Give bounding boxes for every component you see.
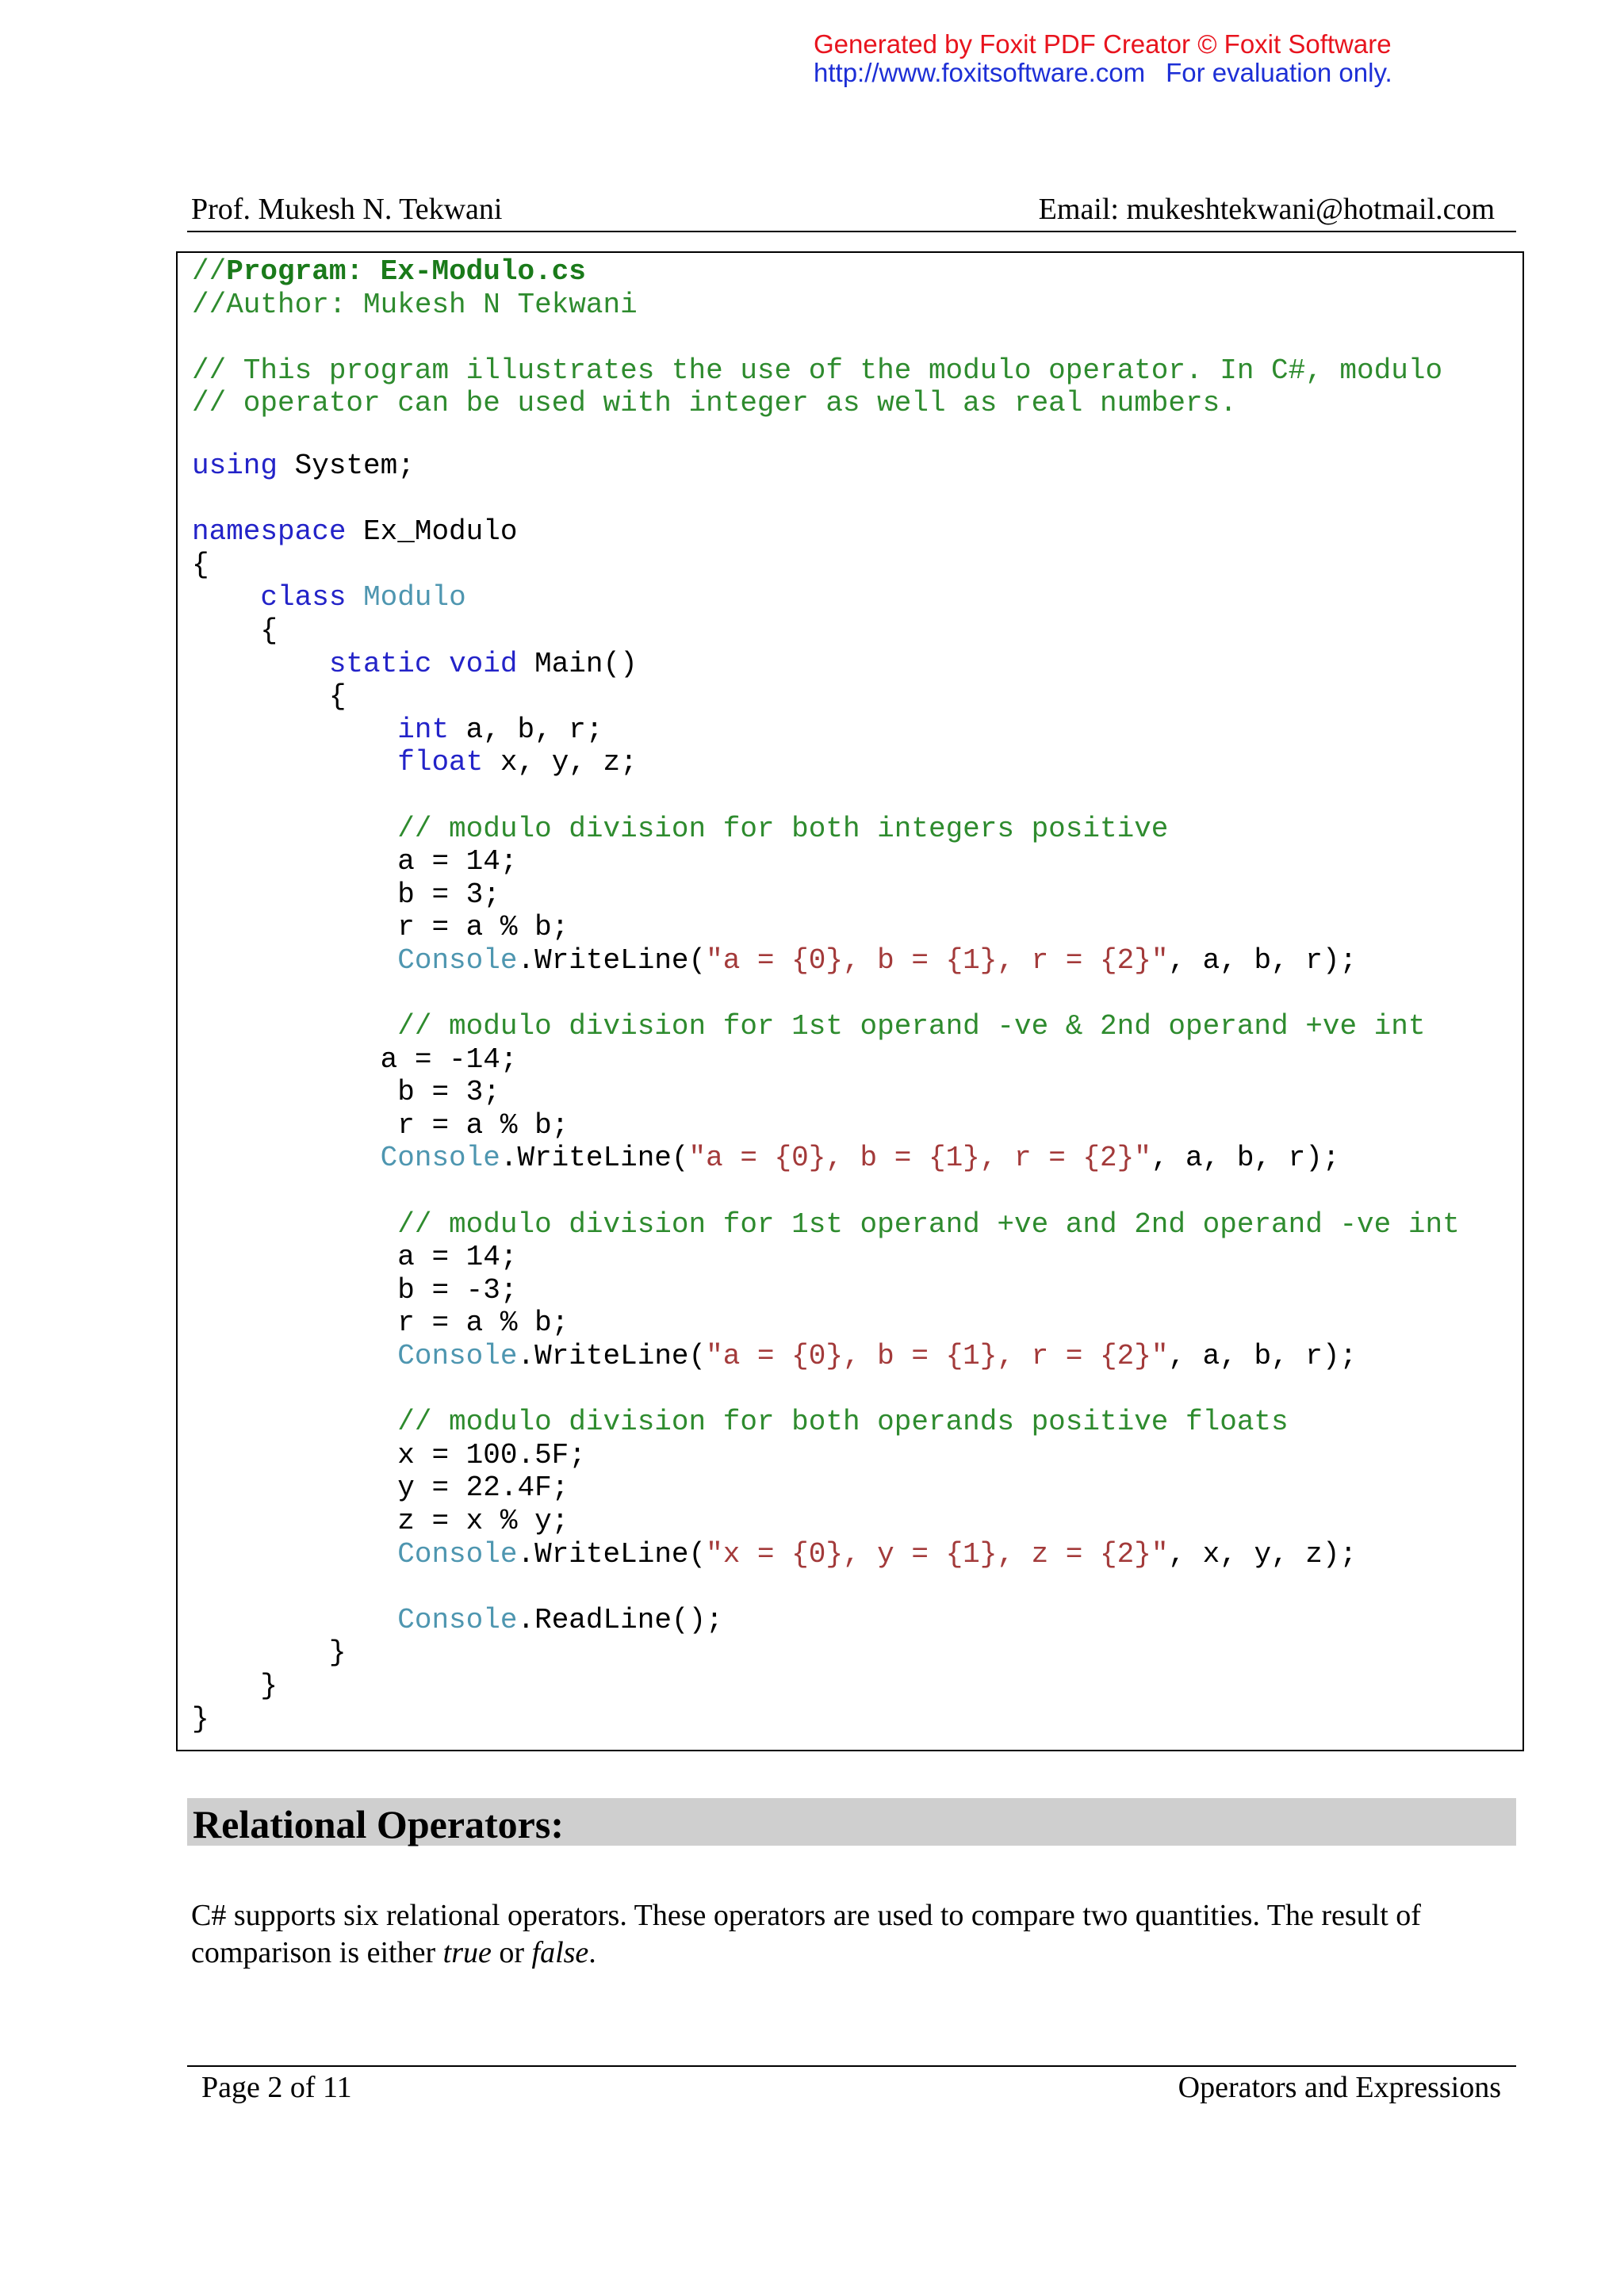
code-line	[192, 813, 1460, 846]
code-comment: // modulo division for 1st operand -ve & 2nd operand +ve int	[397, 1010, 1426, 1043]
code-comment: // modulo division for 1st operand +ve and 2nd operand -ve int	[397, 1207, 1460, 1241]
code-line	[192, 1043, 1460, 1077]
code-line	[192, 1670, 1460, 1703]
code-line	[192, 1604, 1460, 1637]
header-email: Email: mukeshtekwani@hotmail.com	[1038, 193, 1495, 226]
type-name: Console	[397, 1537, 518, 1571]
code-line	[192, 1505, 1460, 1538]
code-text: .WriteLine(	[517, 1537, 707, 1571]
code-text: a = 14;	[397, 1241, 518, 1274]
code-text: {	[328, 680, 347, 714]
keyword: class	[260, 581, 347, 614]
code-line-blank	[192, 420, 1460, 450]
code-line	[192, 450, 1460, 483]
keyword: int	[397, 713, 450, 746]
section-heading: Relational Operators:	[193, 1802, 564, 1846]
code-text: }	[328, 1636, 347, 1670]
string-literal: "x = {0}, y = {1}, z = {2}"	[706, 1537, 1169, 1571]
code-text: a, b, r;	[449, 713, 603, 746]
string-literal: "a = {0}, b = {1}, r = {2}"	[706, 943, 1169, 977]
code-line	[192, 581, 1460, 614]
type-name: Console	[397, 1340, 518, 1372]
code-text: , x, y, z);	[1168, 1537, 1358, 1571]
italic-true: true	[442, 1936, 492, 1969]
footer-page-number: Page 2 of 11	[201, 2071, 352, 2104]
code-line	[192, 714, 1460, 747]
paragraph-text: .	[588, 1936, 596, 1969]
code-line	[192, 1538, 1460, 1571]
keyword: using	[192, 449, 278, 482]
keyword: static	[328, 647, 432, 680]
code-line: //Author: Mukesh N Tekwani	[192, 288, 638, 321]
code-line-blank	[192, 1373, 1460, 1406]
keyword: float	[397, 746, 484, 779]
footer-chapter-title: Operators and Expressions	[1178, 2071, 1501, 2104]
code-line-blank	[192, 1571, 1460, 1604]
code-line	[192, 1010, 1460, 1043]
code-line-blank	[192, 321, 1460, 354]
code-line	[192, 1307, 1460, 1340]
watermark-url[interactable]: http://www.foxitsoftware.com	[814, 58, 1146, 87]
code-line: // operator can be used with integer as well as real numbers.	[192, 387, 1237, 420]
code-line-blank	[192, 1175, 1460, 1208]
comment-prefix: //	[192, 255, 227, 288]
type-name: Modulo	[363, 581, 466, 614]
pdf-creator-watermark	[814, 30, 1392, 87]
code-text: r = a % b;	[397, 911, 569, 944]
code-text: {	[260, 614, 278, 647]
code-line	[192, 878, 1460, 912]
code-line-blank	[192, 977, 1460, 1010]
code-text: a = 14;	[397, 845, 518, 878]
footer-divider	[187, 2065, 1516, 2067]
code-line-blank	[192, 779, 1460, 813]
type-name: Console	[397, 1603, 518, 1636]
code-comment: // modulo division for both operands positive floats	[397, 1406, 1289, 1439]
code-line	[192, 1636, 1460, 1670]
code-line	[192, 1208, 1460, 1242]
code-text: b = 3;	[397, 878, 500, 911]
code-line	[192, 1241, 1460, 1274]
paragraph-text: or	[491, 1936, 532, 1969]
code-listing	[192, 255, 1460, 1735]
code-text: b = 3;	[397, 1076, 500, 1109]
code-text: , a, b, r);	[1151, 1142, 1340, 1175]
code-line	[192, 648, 1460, 681]
code-line	[192, 680, 1460, 714]
code-text: .WriteLine(	[517, 943, 707, 977]
code-line	[192, 1439, 1460, 1472]
code-text: x, y, z;	[483, 746, 638, 779]
program-title-comment: Program: Ex-Modulo.cs	[226, 255, 586, 288]
body-paragraph	[191, 1897, 1517, 1972]
code-line	[192, 1406, 1460, 1439]
code-line	[192, 255, 1460, 289]
code-text: }	[260, 1669, 278, 1702]
watermark-evaluation-note: For evaluation only.	[1166, 58, 1392, 87]
code-text: r = a % b;	[397, 1108, 569, 1142]
keyword: namespace	[192, 515, 347, 549]
code-text: r = a % b;	[397, 1307, 569, 1340]
header-divider	[187, 231, 1516, 232]
code-line	[192, 1274, 1460, 1307]
code-text: System;	[278, 449, 415, 482]
italic-false: false	[531, 1936, 589, 1969]
code-text: z = x % y;	[397, 1504, 569, 1537]
code-text: Ex_Modulo	[346, 515, 518, 549]
watermark-link-line	[814, 59, 1392, 87]
type-name: Console	[380, 1142, 500, 1175]
watermark-generated-by: Generated by Foxit PDF Creator © Foxit Software	[814, 29, 1392, 59]
code-line	[192, 515, 1460, 549]
code-line	[192, 614, 1460, 648]
code-line-blank	[192, 483, 1460, 516]
code-text: .WriteLine(	[517, 1340, 707, 1372]
code-line	[192, 944, 1460, 978]
code-line	[192, 1076, 1460, 1109]
code-text: .WriteLine(	[500, 1142, 689, 1175]
code-text: x = 100.5F;	[397, 1438, 586, 1471]
code-text: a = -14;	[380, 1043, 518, 1076]
string-literal: "a = {0}, b = {1}, r = {2}"	[706, 1340, 1169, 1372]
type-name: Console	[397, 943, 518, 977]
code-line	[192, 1471, 1460, 1505]
code-text: y = 22.4F;	[397, 1471, 569, 1505]
code-line: {	[192, 548, 209, 581]
code-line: }	[192, 1702, 209, 1735]
header-author: Prof. Mukesh N. Tekwani	[191, 193, 503, 226]
code-text: , a, b, r);	[1168, 1340, 1358, 1372]
code-text: Main()	[517, 647, 638, 680]
code-text: .ReadLine();	[517, 1603, 723, 1636]
code-line	[192, 845, 1460, 878]
code-text: , a, b, r);	[1168, 943, 1358, 977]
string-literal: "a = {0}, b = {1}, r = {2}"	[688, 1142, 1151, 1175]
code-line	[192, 911, 1460, 944]
code-text: b = -3;	[397, 1273, 518, 1307]
code-line	[192, 1109, 1460, 1142]
keyword: void	[449, 647, 518, 680]
code-line	[192, 1340, 1460, 1373]
code-line	[192, 746, 1460, 779]
code-comment: // modulo division for both integers positive	[397, 812, 1169, 845]
code-line: // This program illustrates the use of the modulo operator. In C#, modulo	[192, 354, 1443, 387]
paragraph-text: C# supports six relational operators. These operators are used to compare two quantities. The result of comparison is either	[191, 1899, 1421, 1969]
code-line	[192, 1142, 1460, 1175]
